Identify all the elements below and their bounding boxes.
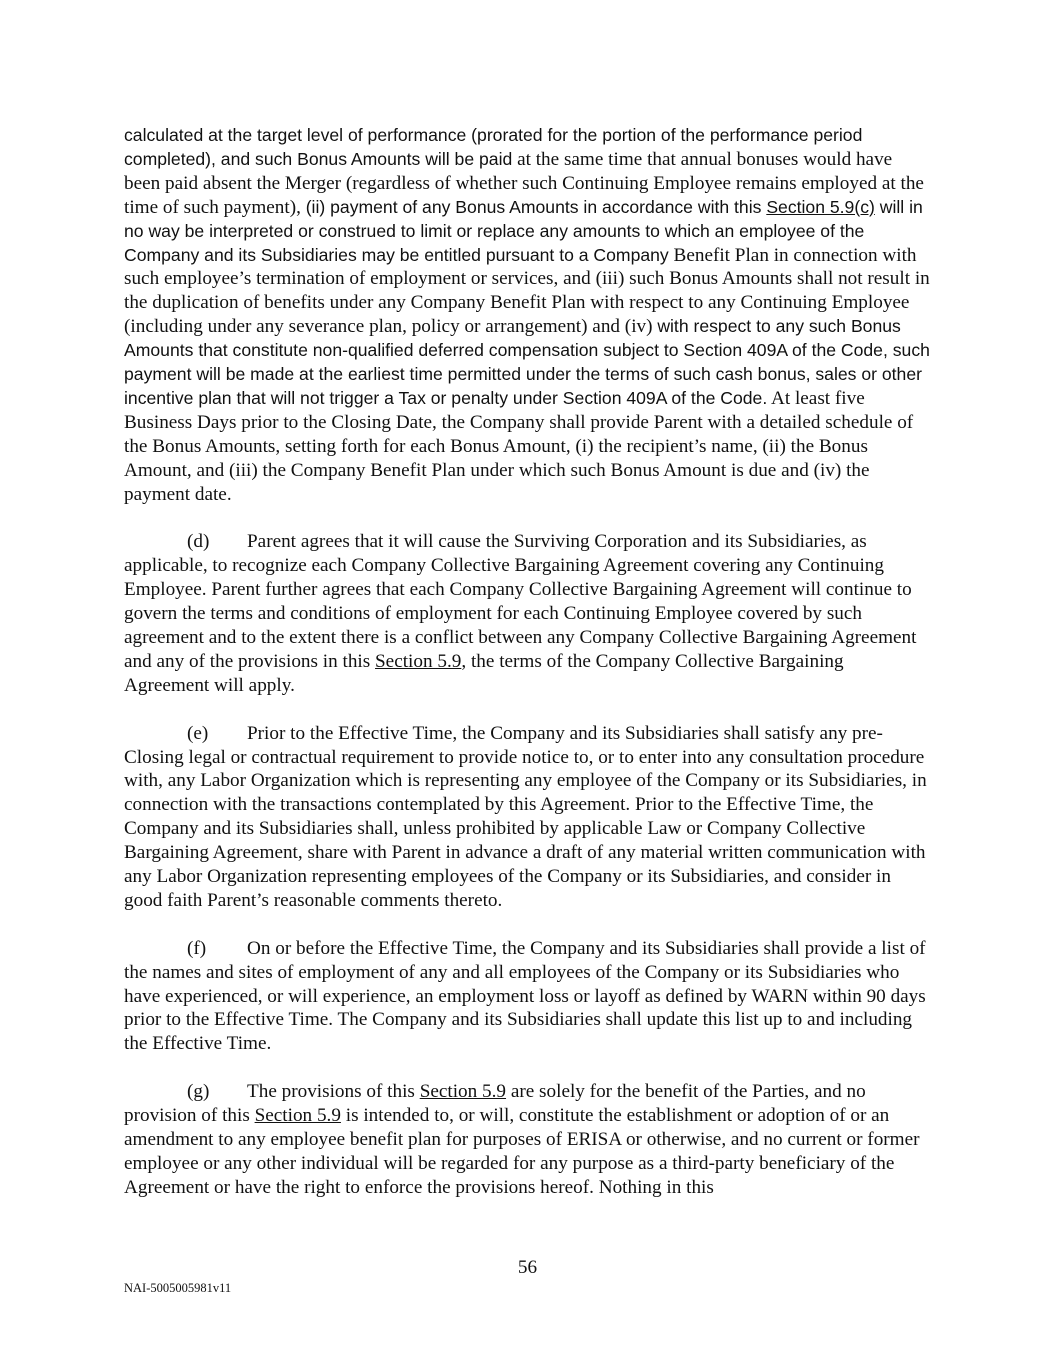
paragraph-g — [124, 1080, 930, 1200]
text-segment: at the same time that annual bonuses would have been paid absent the Merger (regardless of whether such Continuing Employee remains employed at the time of such payment), — [124, 148, 924, 218]
paragraph-c-continuation — [124, 124, 930, 507]
page-number: 56 — [517, 1257, 538, 1278]
paragraph-text: On or before the Effective Time, the Company and its Subsidiaries shall provide a list of the names and sites of employment of any and all employees of the Company or its Subsidiaries who have experienced, or will experience, an employment loss or layoff as defined by WARN within 90 days prior to the Effective Time. The Company and its Subsidiaries shall update this list up to and including the Effective Time. — [124, 937, 926, 1055]
paragraph-text: are solely for the benefit of the Parties, and no provision of this — [124, 1081, 866, 1127]
paragraph-text: , the terms of the Company Collective Bargaining Agreement will apply. — [124, 650, 844, 696]
document-id: NAI-5005005981v11 — [124, 1281, 232, 1295]
section-reference: Section 5.9 — [419, 1081, 507, 1103]
text-segment: calculated at the target level of performance (prorated for the portion of the performance period completed), and such Bonus Amounts will be paid — [124, 125, 863, 169]
paragraph-letter: (f) — [187, 937, 207, 959]
text-segment: Benefit Plan in connection with such employee’s termination of employment or services, and (iii) such Bonus Amounts shall not result in the duplication of benefits under any Company Benefit Plan with respect to any Continuing Employee (including under any severance plan, policy or arrangement) and (iv) — [124, 244, 930, 338]
paragraph-text: The provisions of this — [247, 1081, 420, 1103]
text-segment: At least five Business Days prior to the Closing Date, the Company shall provide Parent with a detailed schedule of the Bonus Amounts, setting forth for each Bonus Amount, (i) the recipient’s name, (ii) the Bonus Amount, and (iii) the Company Benefit Plan under which such Bonus Amount is due and (iv) the payment date. — [124, 387, 914, 505]
paragraph-letter: (g) — [187, 1081, 210, 1103]
paragraph-e — [124, 722, 930, 913]
paragraph-letter: (d) — [187, 531, 210, 553]
paragraph-text: is intended to, or will, constitute the establishment or adoption of or an amendment to any employee benefit plan for purposes of ERISA or otherwise, and no current or former employee or any other individual will be regarded for any purpose as a third-party beneficiary of the Agreement or have the right to enforce the provisions hereof. Nothing in this — [124, 1105, 920, 1198]
paragraph-letter: (e) — [187, 722, 209, 744]
paragraph-text: Parent agrees that it will cause the Surviving Corporation and its Subsidiaries, as applicable, to recognize each Company Collective Bargaining Agreement covering any Continuing Employee. Parent further agrees that each Company Collective Bargaining Agreement will continue to govern the terms and conditions of employment for each Continuing Employee covered by such agreement and to the extent there is a conflict between any Company Collective Bargaining Agreement and any of the provisions in this — [124, 531, 917, 672]
section-reference: Section 5.9(c) — [766, 196, 875, 217]
paragraph-d — [124, 530, 930, 697]
paragraph-f — [124, 937, 930, 1057]
paragraph-text: Prior to the Effective Time, the Company and its Subsidiaries shall satisfy any pre-Closing legal or contractual requirement to provide notice to, or to enter into any consultation procedure with, any Labor Organization which is representing any employee of the Company or its Subsidiaries, in connection with the transactions contemplated by this Agreement. Prior to the Effective Time, the Company and its Subsidiaries shall, unless prohibited by applicable Law or Company Collective Bargaining Agreement, share with Parent in advance a draft of any material written communication with any Labor Organization representing employees of the Company or its Subsidiaries, and consider in good faith Parent’s reasonable comments thereto. — [124, 722, 927, 911]
section-reference: Section 5.9 — [375, 650, 462, 672]
text-segment: with respect to any such Bonus Amounts that constitute non-qualified deferred compensation subject to Section 409A of the Code, such payment will be made at the earliest time permitted under the terms of such cash bonus, sales or other incentive plan that will not trigger a Tax or penalty under Section 409A of the Code. — [124, 316, 930, 408]
document-body — [124, 124, 930, 1224]
section-reference: Section 5.9 — [254, 1105, 341, 1127]
text-segment: (ii) payment of any Bonus Amounts in accordance with this — [305, 196, 767, 217]
text-segment: will in no way be interpreted or construed to limit or replace any amounts to which an employee of the Company and its Subsidiaries may be entitled pursuant to a Company — [124, 196, 923, 265]
